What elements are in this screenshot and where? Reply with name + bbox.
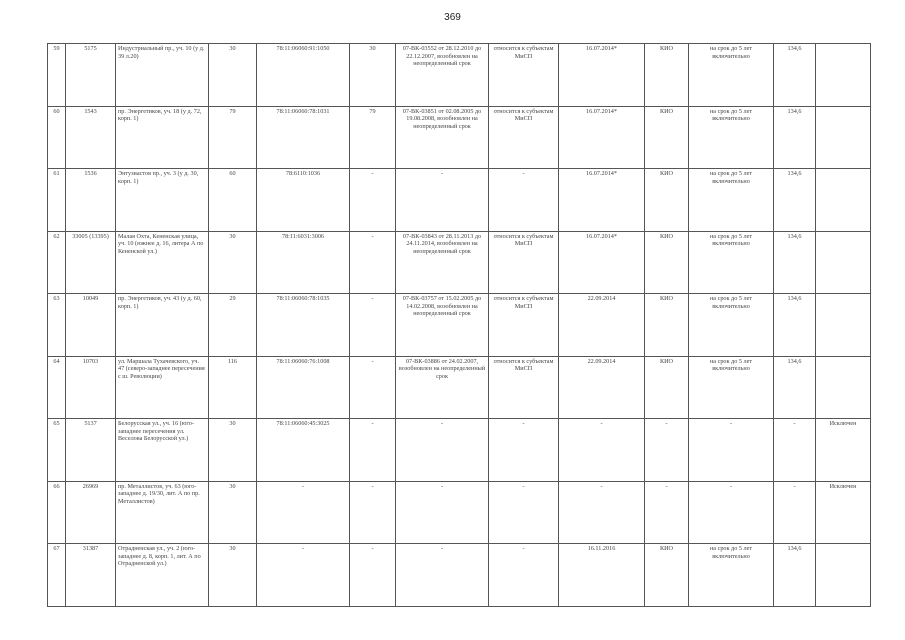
cell-row-number: 61 xyxy=(48,169,66,232)
cell-note: Исключен xyxy=(816,419,871,482)
cell-agreement: 07-ВК-03552 от 28.12.2010 до 22.12.2007, возобновлен на неопределенный срок xyxy=(396,44,489,107)
cell-cadastral-number: 78:11:06060:76:1008 xyxy=(257,356,350,419)
cell-subject-status: относится к субъектам МиСП xyxy=(489,294,559,357)
cell-area: 30 xyxy=(209,544,257,607)
cell-subject-status: - xyxy=(489,169,559,232)
cell-lease-term: на срок до 5 лет включительно xyxy=(689,544,774,607)
cell-area: 60 xyxy=(209,169,257,232)
cell-address: Энтузиастов пр., уч. 3 (у д. 30, корп. 1) xyxy=(116,169,209,232)
cell-cadastral-number: 78:11:06060:45:3025 xyxy=(257,419,350,482)
cell-area-contract: - xyxy=(350,169,396,232)
cell-lease-term: на срок до 5 лет включительно xyxy=(689,231,774,294)
register-table-body xyxy=(48,44,871,607)
cell-note xyxy=(816,356,871,419)
table-row xyxy=(48,294,871,357)
cell-area-contract: - xyxy=(350,231,396,294)
cell-cadastral-number: 78:11:6031:3006 xyxy=(257,231,350,294)
cell-cadastral-number: - xyxy=(257,481,350,544)
cell-object-code: 1543 xyxy=(66,106,116,169)
cell-area: 30 xyxy=(209,481,257,544)
cell-lease-term: на срок до 5 лет включительно xyxy=(689,44,774,107)
cell-inclusion-date: 16.07.2014* xyxy=(559,44,645,107)
cell-row-number: 65 xyxy=(48,419,66,482)
cell-object-code: 26969 xyxy=(66,481,116,544)
cell-row-number: 60 xyxy=(48,106,66,169)
cell-cadastral-number: 78:11:06060:78:1031 xyxy=(257,106,350,169)
cell-note xyxy=(816,231,871,294)
cell-agreement: 07-ВК-03843 от 28.11.2013 до 24.11.2014, возобновлен на неопределенный срок xyxy=(396,231,489,294)
cell-inclusion-date: 16.11.2016 xyxy=(559,544,645,607)
cell-rate: - xyxy=(774,481,816,544)
cell-row-number: 62 xyxy=(48,231,66,294)
cell-organization: - xyxy=(645,481,689,544)
cell-area-contract: - xyxy=(350,544,396,607)
cell-area-contract: - xyxy=(350,356,396,419)
cell-area-contract: 30 xyxy=(350,44,396,107)
cell-note xyxy=(816,106,871,169)
table-row xyxy=(48,544,871,607)
cell-row-number: 64 xyxy=(48,356,66,419)
cell-inclusion-date: 16.07.2014* xyxy=(559,169,645,232)
cell-rate: - xyxy=(774,419,816,482)
cell-inclusion-date: - xyxy=(559,481,645,544)
cell-agreement: 07-ВК-03851 от 02.08.2005 до 19.08.2008, возобновлен на неопределенный срок xyxy=(396,106,489,169)
cell-note xyxy=(816,44,871,107)
cell-object-code: 5137 xyxy=(66,419,116,482)
cell-rate: 134,6 xyxy=(774,544,816,607)
table-row xyxy=(48,169,871,232)
table-row xyxy=(48,419,871,482)
cell-object-code: 1536 xyxy=(66,169,116,232)
cell-cadastral-number: 78:6110:1036 xyxy=(257,169,350,232)
cell-subject-status: относится к субъектам МиСП xyxy=(489,231,559,294)
cell-agreement: 07-ВК-03757 от 15.02.2005 до 14.02.2008, возобновлен на неопределенный срок xyxy=(396,294,489,357)
cell-organization: - xyxy=(645,419,689,482)
cell-rate: 134,6 xyxy=(774,169,816,232)
cell-rate: 134,6 xyxy=(774,231,816,294)
cell-inclusion-date: 22.09.2014 xyxy=(559,356,645,419)
cell-lease-term: на срок до 5 лет включительно xyxy=(689,106,774,169)
cell-address: пр. Энергетиков, уч. 18 (у д. 72, корп. 1) xyxy=(116,106,209,169)
cell-organization: КИО xyxy=(645,544,689,607)
cell-rate: 134,6 xyxy=(774,44,816,107)
cell-cadastral-number: - xyxy=(257,544,350,607)
cell-area-contract: 79 xyxy=(350,106,396,169)
cell-area-contract: - xyxy=(350,419,396,482)
cell-organization: КИО xyxy=(645,169,689,232)
cell-area-contract: - xyxy=(350,294,396,357)
cell-inclusion-date: - xyxy=(559,419,645,482)
cell-row-number: 63 xyxy=(48,294,66,357)
cell-cadastral-number: 78:11:06060:91:1050 xyxy=(257,44,350,107)
cell-object-code: 33005 (13395) xyxy=(66,231,116,294)
cell-address: Индустриальный пр., уч. 10 (у д. 39 л.20) xyxy=(116,44,209,107)
cell-area: 30 xyxy=(209,44,257,107)
cell-inclusion-date: 16.07.2014* xyxy=(559,231,645,294)
table-row xyxy=(48,231,871,294)
cell-area: 79 xyxy=(209,106,257,169)
cell-object-code: 5175 xyxy=(66,44,116,107)
cell-subject-status: - xyxy=(489,544,559,607)
cell-rate: 134,6 xyxy=(774,294,816,357)
cell-subject-status: относится к субъектам МиСП xyxy=(489,44,559,107)
cell-agreement: 07-ВК-03886 от 24.02.2007, возобновлен на неопределенный срок xyxy=(396,356,489,419)
cell-lease-term: на срок до 5 лет включительно xyxy=(689,294,774,357)
cell-area: 30 xyxy=(209,419,257,482)
cell-row-number: 66 xyxy=(48,481,66,544)
cell-address: Белорусская ул., уч. 16 (юго-западнее пересечения ул. Веселова Белорусской ул.) xyxy=(116,419,209,482)
cell-organization: КИО xyxy=(645,44,689,107)
cell-row-number: 59 xyxy=(48,44,66,107)
cell-area: 30 xyxy=(209,231,257,294)
table-row xyxy=(48,44,871,107)
cell-agreement: - xyxy=(396,481,489,544)
cell-subject-status: относится к субъектам МиСП xyxy=(489,356,559,419)
cell-lease-term: на срок до 5 лет включительно xyxy=(689,169,774,232)
cell-agreement: - xyxy=(396,169,489,232)
cell-object-code: 10049 xyxy=(66,294,116,357)
cell-address: пр. Энергетиков, уч. 43 (у д. 60, корп. 1) xyxy=(116,294,209,357)
cell-lease-term: - xyxy=(689,419,774,482)
table-row xyxy=(48,481,871,544)
table-row xyxy=(48,356,871,419)
cell-organization: КИО xyxy=(645,106,689,169)
cell-row-number: 67 xyxy=(48,544,66,607)
cell-object-code: 10703 xyxy=(66,356,116,419)
cell-address: Отрадненская ул., уч. 2 (юго-западнее д. 8, корп. 1, лит. А по Отрадненской ул.) xyxy=(116,544,209,607)
cell-area-contract: - xyxy=(350,481,396,544)
cell-lease-term: - xyxy=(689,481,774,544)
cell-agreement: - xyxy=(396,419,489,482)
cell-agreement: - xyxy=(396,544,489,607)
table-row xyxy=(48,106,871,169)
cell-area: 116 xyxy=(209,356,257,419)
cell-address: Малая Охта, Кененская улица, уч. 10 (южнее д. 16, литера А по Кененской ул.) xyxy=(116,231,209,294)
cell-note xyxy=(816,544,871,607)
page-number: 369 xyxy=(444,12,461,23)
cell-cadastral-number: 78:11:06060:78:1035 xyxy=(257,294,350,357)
cell-subject-status: - xyxy=(489,481,559,544)
cell-address: ул. Маршала Тухачевского, уч. 47 (северо-западнее пересечения с ш. Революции) xyxy=(116,356,209,419)
cell-subject-status: относится к субъектам МиСП xyxy=(489,106,559,169)
cell-note: Исключен xyxy=(816,481,871,544)
cell-area: 29 xyxy=(209,294,257,357)
cell-subject-status: - xyxy=(489,419,559,482)
cell-organization: КИО xyxy=(645,356,689,419)
cell-note xyxy=(816,294,871,357)
register-table xyxy=(47,43,871,607)
cell-organization: КИО xyxy=(645,231,689,294)
cell-note xyxy=(816,169,871,232)
cell-address: пр. Металлистов, уч. 63 (юго-западнее д. 19/30, лит. А по пр. Металлистов) xyxy=(116,481,209,544)
cell-lease-term: на срок до 5 лет включительно xyxy=(689,356,774,419)
cell-rate: 134,6 xyxy=(774,106,816,169)
cell-object-code: 31387 xyxy=(66,544,116,607)
cell-organization: КИО xyxy=(645,294,689,357)
cell-rate: 134,6 xyxy=(774,356,816,419)
cell-inclusion-date: 16.07.2014* xyxy=(559,106,645,169)
cell-inclusion-date: 22.09.2014 xyxy=(559,294,645,357)
